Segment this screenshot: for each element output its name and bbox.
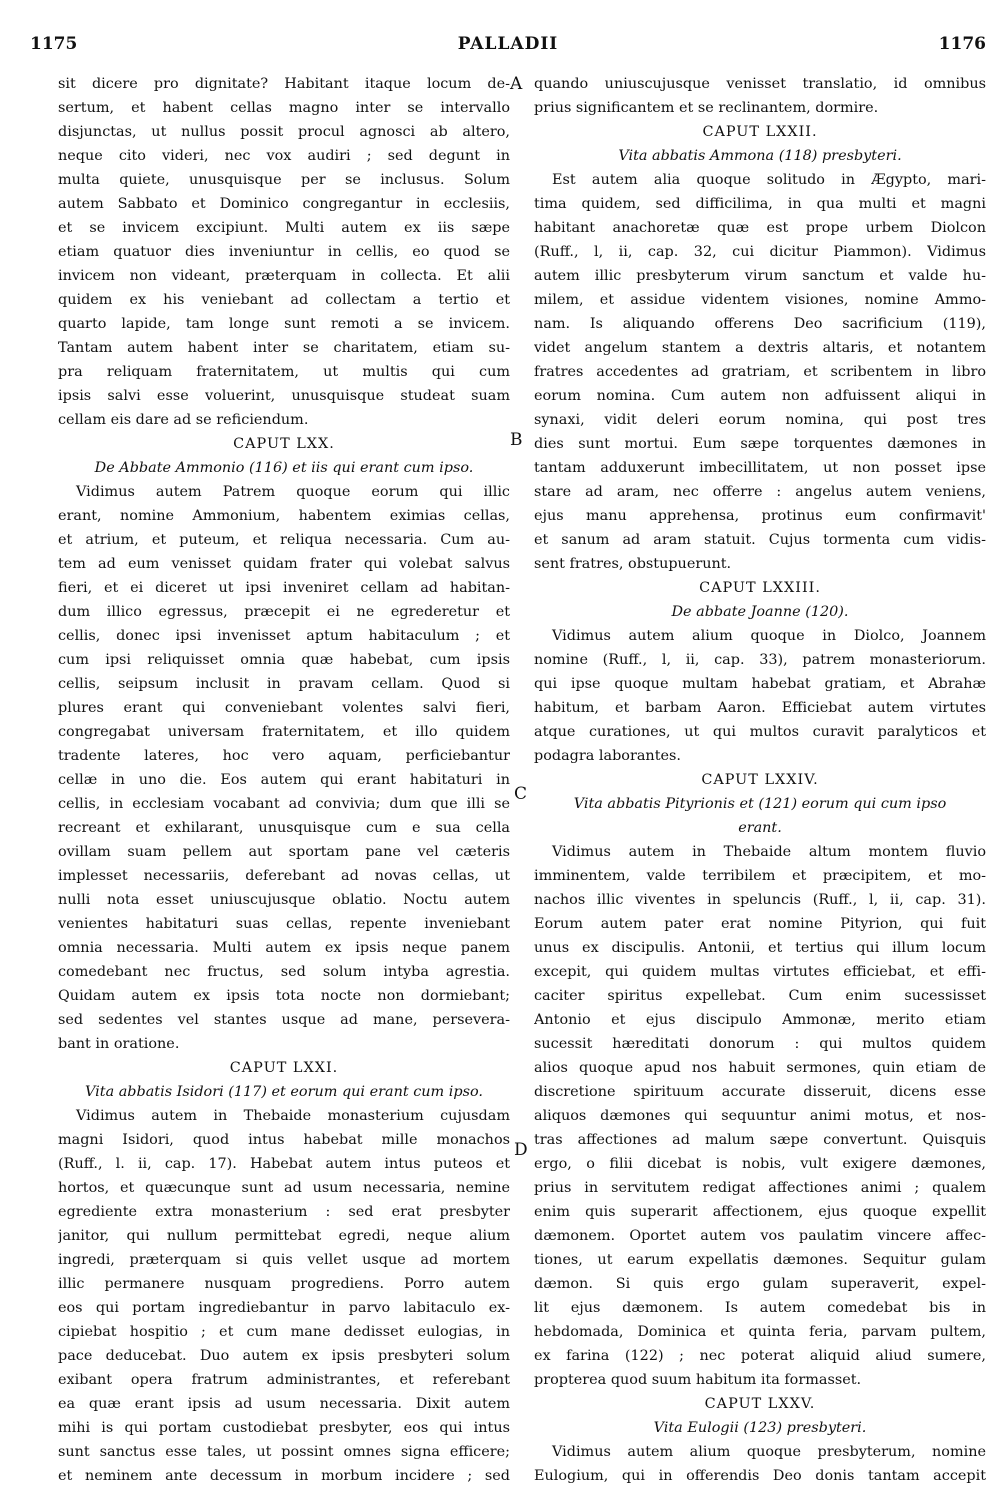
- text-line: autem illic presbyterum virum sanctum et valde hu-: [534, 268, 986, 284]
- page-header: [30, 34, 986, 58]
- text-line: mihi is qui portam custodiebat presbyter, eos qui intus: [58, 1420, 510, 1436]
- text-line: tras affectiones ad malum sæpe convertunt. Quisquis: [534, 1132, 986, 1148]
- chapter-subtitle: erant.: [738, 820, 782, 836]
- text-line: dies sunt mortui. Eum sæpe torquentes dæmones in: [534, 436, 986, 452]
- text-line: comedebant nec fructus, sed solum intyba agrestia.: [58, 964, 510, 980]
- text-line: etiam quatuor dies inveniuntur in cellis, eo quod se: [58, 244, 510, 260]
- text-line: videt angelum stantem a dextris altaris, et notantem: [534, 340, 986, 356]
- text-line: neque cito videri, nec vox audiri ; sed degunt in: [58, 148, 510, 164]
- text-line: tima quidem, sed difficilima, in qua multi et magni: [534, 196, 986, 212]
- text-line: ovillam suam pellem aut sportam pane vel cæteris: [58, 844, 510, 860]
- text-line: nam. Is aliquando offerens Deo sacrificium (119),: [534, 316, 986, 332]
- text-line: quando uniuscujusque venisset translatio, id omnibus: [534, 76, 986, 92]
- text-line: (Ruff., l. ii, cap. 17). Habebat autem intus puteos et: [58, 1156, 510, 1172]
- text-line: sertum, et habent cellas magno inter se intervallo: [58, 100, 510, 116]
- left-text-column: [58, 72, 510, 1488]
- text-line: implesset necessariis, deferebant ad novas cellas, ut: [58, 868, 510, 884]
- text-line: atque curationes, ut qui multos curavit paralyticos et: [534, 724, 986, 740]
- text-line: Vidimus autem in Thebaide altum montem fluvio: [552, 844, 986, 860]
- text-line: disjunctas, ut nullus possit procul agnosci ab altero,: [58, 124, 510, 140]
- text-line: erant, nomine Ammonium, habentem eximias cellas,: [58, 508, 510, 524]
- page-number-left: 1175: [30, 34, 78, 54]
- text-line: podagra laborantes.: [534, 748, 681, 764]
- text-line: ea quæ erant ipsis ad usum necessaria. Dixit autem: [58, 1396, 510, 1412]
- text-line: bant in oratione.: [58, 1036, 180, 1052]
- chapter-heading: CAPUT LXXV.: [704, 1396, 816, 1412]
- text-line: ejus manu apprehensa, protinus eum confirmavit': [534, 508, 986, 524]
- text-line: sit dicere pro dignitate? Habitant itaque locum de-: [58, 76, 510, 92]
- chapter-subtitle: Vita Eulogii (123) presbyteri.: [653, 1420, 867, 1436]
- text-line: cum ipsi reliquisset omnia quæ habebat, cum ipsis: [58, 652, 510, 668]
- chapter-subtitle: De abbate Joanne (120).: [671, 604, 849, 620]
- text-line: invicem non videant, præterquam in collecta. Et alii: [58, 268, 510, 284]
- text-line: prius significantem et se reclinantem, dormire.: [534, 100, 879, 116]
- right-text-column: [534, 72, 986, 1488]
- text-line: sent fratres, obstupuerunt.: [534, 556, 732, 572]
- text-line: enim quis superarit affectionem, ejus quoque expellit: [534, 1204, 986, 1220]
- text-line: omnia necessaria. Multi autem ex ipsis neque panem: [58, 940, 510, 956]
- text-line: propterea quod suum habitum ita formasset.: [534, 1372, 862, 1388]
- text-line: hebdomada, Dominica et quinta feria, parvam pultem,: [534, 1324, 986, 1340]
- text-line: synaxi, vidit deleri eorum nomina, qui post tres: [534, 412, 986, 428]
- chapter-heading: CAPUT LXXIII.: [699, 580, 821, 596]
- text-line: Tantam autem habent inter se charitatem, etiam su-: [58, 340, 510, 356]
- margin-marker-a: A: [510, 74, 523, 94]
- text-line: et se invicem excipiunt. Multi autem ex iis sæpe: [58, 220, 510, 236]
- text-line: nachos illic viventes in speluncis (Ruff., l, ii, cap. 31).: [534, 892, 986, 908]
- text-line: pace deducebat. Duo autem ex ipsis presbyteri solum: [58, 1348, 510, 1364]
- margin-marker-b: B: [510, 430, 523, 450]
- text-line: ingredi, præterquam si quis vellet usque ad mortem: [58, 1252, 510, 1268]
- text-line: habitant anachoretæ quæ est prope urbem Diolcon: [534, 220, 986, 236]
- text-line: tem ad eum venisset quidam frater qui volebat salvus: [58, 556, 510, 572]
- chapter-subtitle: Vita abbatis Ammona (118) presbyteri.: [618, 148, 902, 164]
- text-line: Eulogium, qui in offerendis Deo donis tantam accepit: [534, 1468, 986, 1484]
- text-line: cellam eis dare ad se reficiendum.: [58, 412, 309, 428]
- page-number-right: 1176: [938, 34, 986, 54]
- margin-marker-c: C: [514, 784, 528, 804]
- text-line: congregabat universam fraternitatem, et illo quidem: [58, 724, 510, 740]
- text-line: tiones, ut earum expellatis dæmones. Sequitur gulam: [534, 1252, 986, 1268]
- text-line: imminentem, valde terribilem et præcipitem, et mo-: [534, 868, 986, 884]
- text-line: stare ad aram, nec offerre : angelus autem veniens,: [534, 484, 986, 500]
- text-line: et neminem ante decessum in morbum incidere ; sed: [58, 1468, 510, 1484]
- text-line: hortos, et quæcunque sunt ad usum necessaria, nemine: [58, 1180, 510, 1196]
- text-line: eorum nomina. Cum autem non adfuissent aliqui in: [534, 388, 986, 404]
- text-line: cellis, in ecclesiam vocabant ad convivia; dum que illi se: [58, 796, 510, 812]
- running-head: PALLADII: [457, 34, 559, 54]
- text-line: Vidimus autem alium quoque presbyterum, nomine: [552, 1444, 986, 1460]
- text-line: dæmon. Si quis ergo gulam superaverit, expel-: [534, 1276, 986, 1292]
- text-line: eos qui portam ingrediebantur in parvo labitaculo ex-: [58, 1300, 510, 1316]
- text-line: Eorum autem pater erat nomine Pityrion, qui fuit: [534, 916, 986, 932]
- chapter-heading: CAPUT LXXIV.: [701, 772, 819, 788]
- text-line: Vidimus autem in Thebaide monasterium cujusdam: [76, 1108, 510, 1124]
- text-line: fratres accedentes ad gratriam, et scribentem in libro: [534, 364, 986, 380]
- text-line: exibant opera fratrum administrantes, et referebant: [58, 1372, 510, 1388]
- text-line: lit ejus dæmonem. Is autem comedebat bis in: [534, 1300, 986, 1316]
- text-line: et atrium, et puteum, et reliqua necessaria. Cum au-: [58, 532, 510, 548]
- text-line: egrediente extra monasterium : sed erat presbyter: [58, 1204, 510, 1220]
- text-line: qui ipse quoque multam habebat gratiam, et Abrahæ: [534, 676, 986, 692]
- text-line: venientes habitaturi suas cellas, repente inveniebant: [58, 916, 510, 932]
- text-line: tradente lateres, hoc vero aquam, perficiebantur: [58, 748, 510, 764]
- text-line: cellis, donec ipsi invenisset aptum habitaculum ; et: [58, 628, 510, 644]
- margin-marker-d: D: [514, 1140, 528, 1160]
- text-line: Quidam autem ex ipsis tota nocte non dormiebant;: [58, 988, 510, 1004]
- text-line: caciter spiritus expellebat. Cum enim sucessisset: [534, 988, 986, 1004]
- text-line: multa quiete, unusquisque per se inclusus. Solum: [58, 172, 510, 188]
- text-line: ergo, o filii dicebat is nobis, vult exigere dæmones,: [534, 1156, 986, 1172]
- chapter-heading: CAPUT LXXI.: [229, 1060, 339, 1076]
- text-line: autem Sabbato et Dominico congregantur in ecclesiis,: [58, 196, 510, 212]
- text-line: discretione spirituum accurate disseruit, dicens esse: [534, 1084, 986, 1100]
- text-line: excepit, qui quidem multas virtutes efficiebat, et effi-: [534, 964, 986, 980]
- text-line: Vidimus autem alium quoque in Diolco, Joannem: [552, 628, 986, 644]
- text-line: unus ex discipulis. Antonii, et tertius qui illum locum: [534, 940, 986, 956]
- text-line: (Ruff., l, ii, cap. 32, cui dicitur Piammon). Vidimus: [534, 244, 986, 260]
- text-line: quidem ex his veniebant ad collectam a tertio et: [58, 292, 510, 308]
- text-line: recreant et exhilarant, unusquisque cum e sua cella: [58, 820, 510, 836]
- text-line: alios quoque apud nos habuit sermones, quin etiam de: [534, 1060, 986, 1076]
- text-line: prius in servitutem redigat affectiones animi ; qualem: [534, 1180, 986, 1196]
- text-line: sunt sanctus esse tales, ut possint omnes signa efficere;: [58, 1444, 510, 1460]
- chapter-subtitle: Vita abbatis Pityrionis et (121) eorum qui cum ipso: [573, 796, 947, 812]
- text-line: cellæ in uno die. Eos autem qui erant habitaturi in: [58, 772, 510, 788]
- text-line: illic permanere nusquam progrediens. Porro autem: [58, 1276, 510, 1292]
- text-line: sucessit hæreditati donorum : qui multos quidem: [534, 1036, 986, 1052]
- text-line: ipsis salvi esse voluerint, unusquisque studeat suam: [58, 388, 510, 404]
- text-line: Antonio et ejus discipulo Ammonæ, merito etiam: [534, 1012, 986, 1028]
- text-line: sed sedentes vel stantes usque ad mane, persevera-: [58, 1012, 510, 1028]
- text-line: dum illico egressus, præcepit ei ne egrederetur et: [58, 604, 510, 620]
- text-line: magni Isidori, quod intus habebat mille monachos: [58, 1132, 510, 1148]
- text-line: plures erant qui conveniebant volentes salvi fieri,: [58, 700, 510, 716]
- text-line: janitor, qui nullum permittebat egredi, neque alium: [58, 1228, 510, 1244]
- text-line: milem, et assidue videntem visiones, nomine Ammo-: [534, 292, 986, 308]
- text-line: pra reliquam fraternitatem, ut multis qui cum: [58, 364, 510, 380]
- text-line: nomine (Ruff., l, ii, cap. 33), patrem monasteriorum.: [534, 652, 986, 668]
- chapter-subtitle: De Abbate Ammonio (116) et iis qui erant cum ipso.: [94, 460, 474, 476]
- chapter-heading: CAPUT LXX.: [233, 436, 335, 452]
- chapter-heading: CAPUT LXXII.: [702, 124, 818, 140]
- text-line: et sanum ad aram statuit. Cujus tormenta cum vidis-: [534, 532, 986, 548]
- text-line: cellis, seipsum inclusit in pravam cellam. Quod si: [58, 676, 510, 692]
- text-line: dæmonem. Oportet autem vos paulatim vincere affec-: [534, 1228, 986, 1244]
- text-line: quarto lapide, tam longe sunt remoti a se invicem.: [58, 316, 510, 332]
- text-line: tantam adduxerunt imbecillitatem, ut non posset ipse: [534, 460, 986, 476]
- text-line: Est autem alia quoque solitudo in Ægypto, mari-: [552, 172, 986, 188]
- text-line: aliquos dæmones qui sequuntur animi motus, et nos-: [534, 1108, 986, 1124]
- text-line: nulli nota esset uniuscujusque oblatio. Noctu autem: [58, 892, 510, 908]
- text-line: ex farina (122) ; nec poterat aliquid aliud sumere,: [534, 1348, 986, 1364]
- text-line: habitum, et barbam Aaron. Efficiebat autem virtutes: [534, 700, 986, 716]
- chapter-subtitle: Vita abbatis Isidori (117) et eorum qui erant cum ipso.: [85, 1084, 483, 1100]
- text-line: Vidimus autem Patrem quoque eorum qui illic: [76, 484, 510, 500]
- text-line: cipiebat hospitio ; et cum mane dedisset eulogias, in: [58, 1324, 510, 1340]
- text-line: fieri, et ei diceret ut ipsi inveniret cellam ad habitan-: [58, 580, 510, 596]
